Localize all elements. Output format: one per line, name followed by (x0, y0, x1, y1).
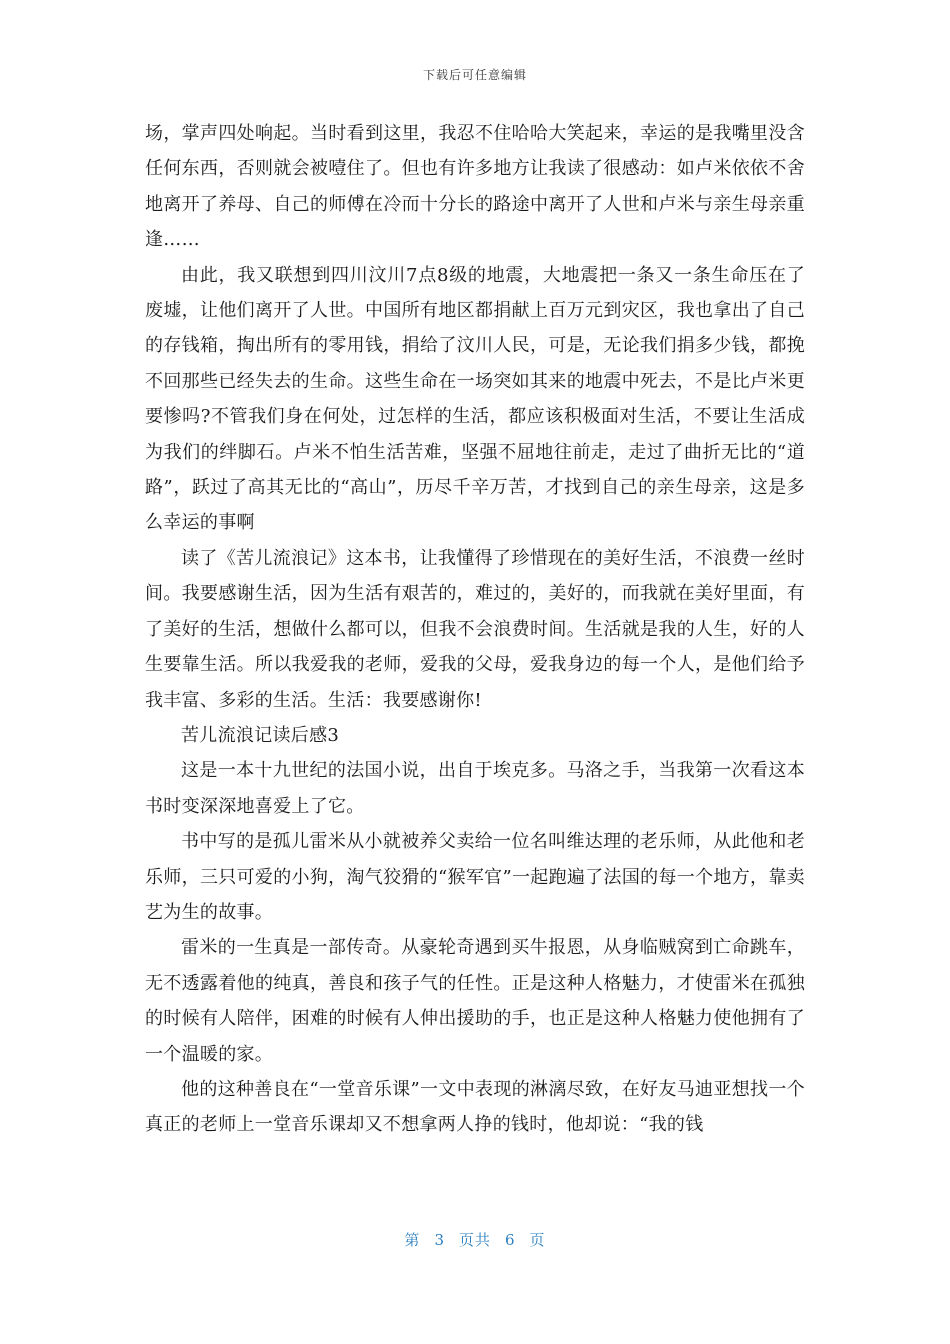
page-header: 下载后可任意编辑 (422, 68, 527, 82)
paragraph: 由此，我又联想到四川汶川7点8级的地震，大地震把一条又一条生命压在了废墟，让他们离开了人世。中国所有地区都捐献上百万元到灾区，我也拿出了自己的存钱箱，掏出所有的零用钱，捐给了汶川人民，可是，无论我们捐多少钱，都挽不回那些已经失去的生命。这些生命在一场突如其来的地震中死去，不是比卢米更要惨吗?不管我们身在何处，过怎样的生活，都应该积极面对生活，不要让生活成为我们的绊脚石。卢米不怕生活苦难，坚强不屈地往前走，走过了曲折无比的“道路”，跃过了高其无比的“高山”，历尽千辛万苦，才找到自己的亲生母亲，这是多么幸运的事啊 (145, 264, 805, 534)
section-heading: 苦儿流浪记读后感3 (181, 724, 340, 746)
document-body (145, 116, 805, 1143)
page-footer (0, 1229, 950, 1250)
footer-total-pages: 6 (505, 1231, 516, 1249)
paragraph: 雷米的一生真是一部传奇。从豪轮奇遇到买牛报恩，从身临贼窝到亡命跳车，无不透露着他的纯真，善良和孩子气的任性。正是这种人格魅力，才使雷米在孤独的时候有人陪伴，困难的时候有人伸出援助的手，也正是这种人格魅力使他拥有了一个温暖的家。 (145, 937, 805, 1065)
footer-middle: 页共 (458, 1231, 491, 1249)
footer-prefix: 第 (404, 1231, 421, 1249)
paragraph: 他的这种善良在“一堂音乐课”一文中表现的淋漓尽致，在好友马迪亚想找一个真正的老师上一堂音乐课却又不想拿两人挣的钱时，他却说：“我的钱 (145, 1078, 805, 1136)
footer-page-number: 3 (434, 1231, 445, 1249)
paragraph: 这是一本十九世纪的法国小说，出自于埃克多。马洛之手，当我第一次看这本书时变深深地喜爱上了它。 (145, 760, 805, 817)
paragraph: 书中写的是孤儿雷米从小就被养父卖给一位名叫维达理的老乐师，从此他和老乐师，三只可爱的小狗，淘气狡猾的“猴军官”一起跑遍了法国的每一个地方，靠卖艺为生的故事。 (145, 831, 805, 923)
paragraph: 读了《苦儿流浪记》这本书，让我懂得了珍惜现在的美好生活，不浪费一丝时间。我要感谢生活，因为生活有艰苦的，难过的，美好的，而我就在美好里面，有了美好的生活，想做什么都可以，但我不会浪费时间。生活就是我的人生，好的人生要靠生活。所以我爱我的老师，爱我的父母，爱我身边的每一个人，是他们给予我丰富、多彩的生活。生活：我要感谢你! (145, 547, 805, 711)
paragraph: 场，掌声四处响起。当时看到这里，我忍不住哈哈大笑起来，幸运的是我嘴里没含任何东西，否则就会被噎住了。但也有许多地方让我读了很感动：如卢米依依不舍地离开了养母、自己的师傅在冷而十分长的路途中离开了人世和卢米与亲生母亲重逢…… (145, 123, 805, 251)
footer-suffix: 页 (529, 1231, 546, 1249)
